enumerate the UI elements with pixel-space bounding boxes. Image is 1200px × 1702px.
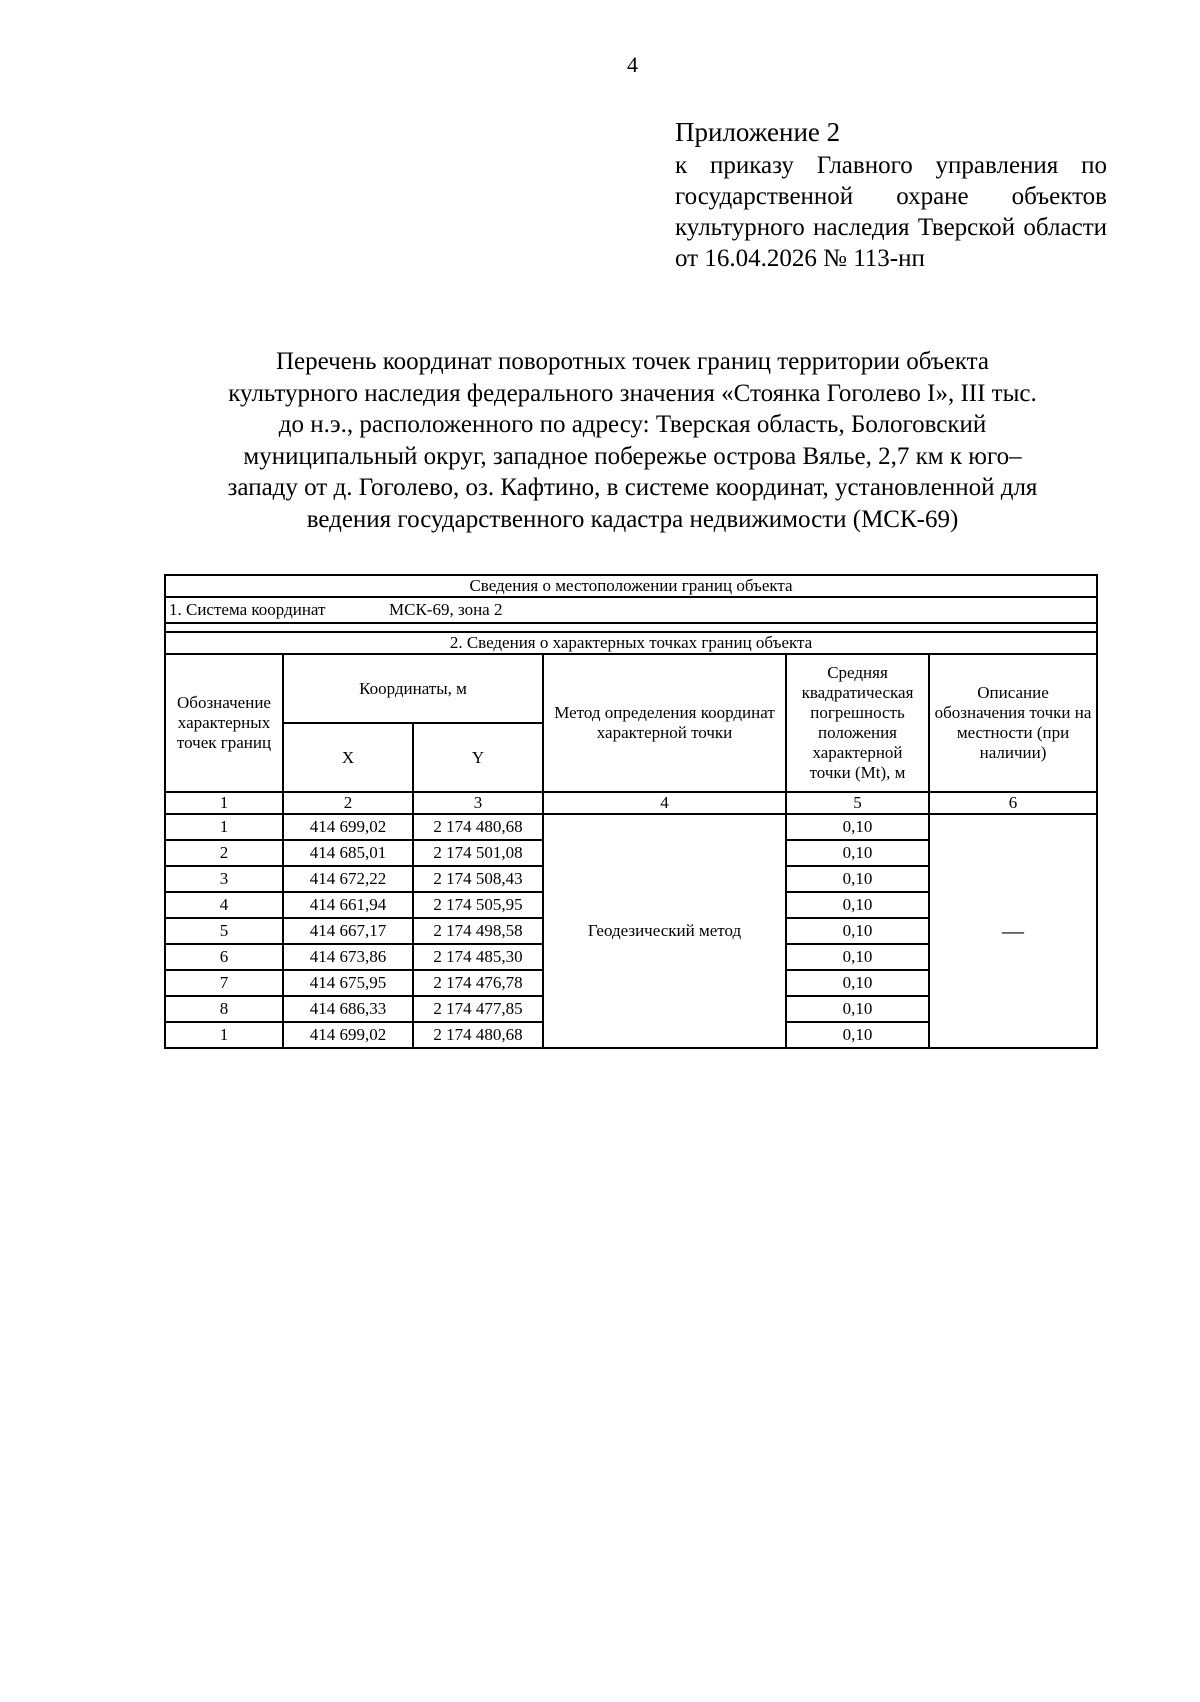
cell-y: 2 174 501,08 (413, 840, 543, 866)
section-title: Сведения о местоположении границ объекта (165, 575, 1097, 597)
cell-error: 0,10 (786, 1022, 929, 1048)
cell-x: 414 675,95 (283, 970, 413, 996)
cell-point: 4 (165, 892, 283, 918)
title-line: до н.э., расположенного по адресу: Тверская область, Бологовский (278, 411, 987, 438)
header-coords: Координаты, м (283, 654, 543, 723)
cell-y: 2 174 508,43 (413, 866, 543, 892)
spacer-row (165, 623, 1097, 632)
appendix-title: Приложение 2 (675, 117, 841, 147)
coord-system-value: МСК-69, зона 2 (389, 600, 503, 619)
table-row (165, 814, 1097, 840)
cell-point: 1 (165, 1022, 283, 1048)
column-number: 2 (283, 792, 413, 814)
header-description: Описание обозначения точки на местности (при наличии) (929, 654, 1097, 792)
header-error: Средняя квадратическая погрешность положения характерной точки (Mt), м (786, 654, 929, 792)
subsection-title: 2. Сведения о характерных точках границ объекта (165, 632, 1097, 654)
title-line: ведения государственного кадастра недвижимости (МСК-69) (306, 505, 959, 533)
cell-error: 0,10 (786, 944, 929, 970)
column-number: 4 (543, 792, 786, 814)
header-point: Обозначение характерных точек границ (165, 654, 283, 792)
coord-system-row (165, 597, 1097, 623)
cell-x: 414 699,02 (283, 1022, 413, 1048)
cell-point: 1 (165, 814, 283, 840)
cell-y: 2 174 498,58 (413, 918, 543, 944)
cell-x: 414 685,01 (283, 840, 413, 866)
document-title (150, 346, 1115, 535)
cell-y: 2 174 480,68 (413, 1022, 543, 1048)
cell-error: 0,10 (786, 918, 929, 944)
title-line: Перечень координат поворотных точек границ территории объекта (275, 348, 990, 375)
cell-error: 0,10 (786, 892, 929, 918)
cell-x: 414 672,22 (283, 866, 413, 892)
column-number: 6 (929, 792, 1097, 814)
header-x: X (283, 723, 413, 792)
appendix-body: к приказу Главного управления по государственной охране объектов культурного наследия Тверской области от 16.04.2026 № 113-нп (675, 152, 1107, 272)
column-number: 5 (786, 792, 929, 814)
appendix-block (675, 117, 1107, 274)
cell-error: 0,10 (786, 814, 929, 840)
header-y: Y (413, 723, 543, 792)
cell-error: 0,10 (786, 840, 929, 866)
cell-y: 2 174 505,95 (413, 892, 543, 918)
cell-point: 7 (165, 970, 283, 996)
cell-point: 5 (165, 918, 283, 944)
cell-x: 414 661,94 (283, 892, 413, 918)
cell-x: 414 673,86 (283, 944, 413, 970)
cell-point: 3 (165, 866, 283, 892)
title-line: культурного наследия федерального значения «Стоянка Гоголево I», III тыс. (228, 379, 1037, 407)
cell-y: 2 174 476,78 (413, 970, 543, 996)
cell-error: 0,10 (786, 866, 929, 892)
cell-point: 2 (165, 840, 283, 866)
cell-error: 0,10 (786, 970, 929, 996)
cell-y: 2 174 480,68 (413, 814, 543, 840)
header-method: Метод определения координат характерной точки (543, 654, 786, 792)
title-line: западу от д. Гоголево, оз. Кафтино, в системе координат, установленной для (227, 474, 1038, 501)
coordinates-table (164, 574, 1098, 1049)
cell-error: 0,10 (786, 996, 929, 1022)
cell-description: — (929, 814, 1097, 1048)
cell-x: 414 699,02 (283, 814, 413, 840)
cell-y: 2 174 477,85 (413, 996, 543, 1022)
cell-point: 8 (165, 996, 283, 1022)
cell-y: 2 174 485,30 (413, 944, 543, 970)
cell-method: Геодезический метод (543, 814, 786, 1048)
coord-system-label: 1. Система координат (169, 600, 326, 619)
cell-x: 414 686,33 (283, 996, 413, 1022)
column-number: 3 (413, 792, 543, 814)
cell-x: 414 667,17 (283, 918, 413, 944)
cell-point: 6 (165, 944, 283, 970)
title-line: муниципальный округ, западное побережье острова Вялье, 2,7 км к юго– (243, 442, 1022, 470)
page-number: 4 (627, 52, 638, 77)
column-number: 1 (165, 792, 283, 814)
